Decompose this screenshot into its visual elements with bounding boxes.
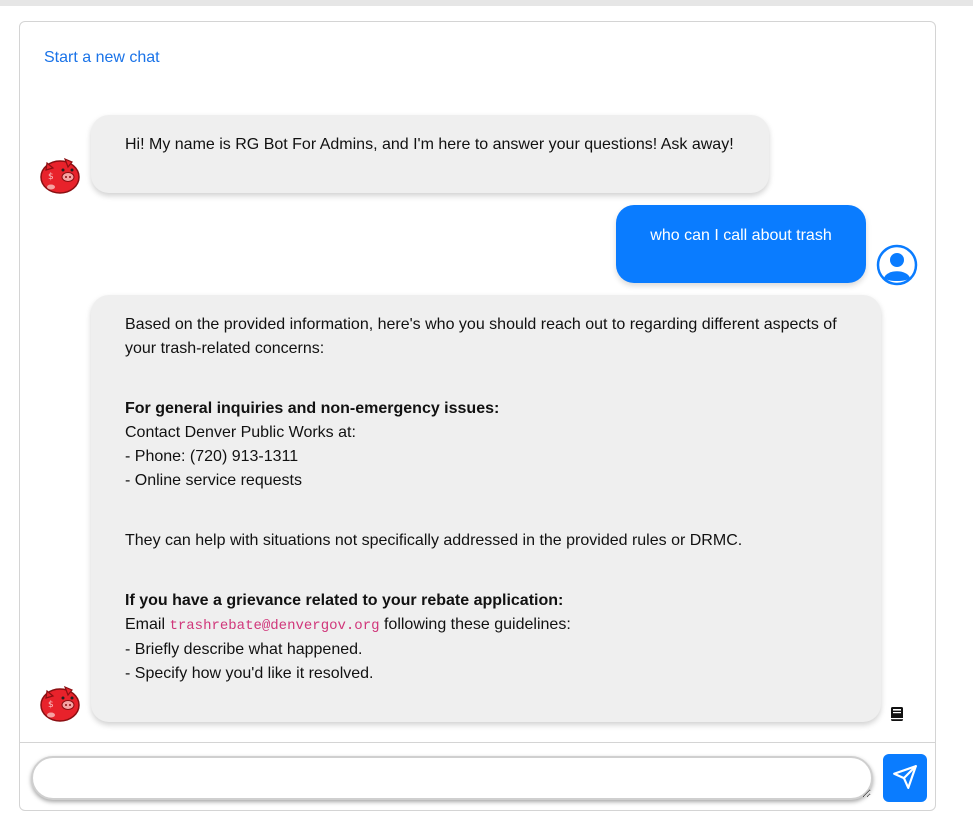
general-phone: - Phone: (720) 913-1311	[125, 448, 299, 465]
chat-input[interactable]	[31, 756, 873, 800]
top-bar	[0, 0, 973, 6]
email-address: trashrebate@denvergov.org	[169, 618, 380, 634]
email-line	[125, 613, 847, 638]
new-chat-link[interactable]: Start a new chat	[44, 49, 160, 66]
grievance-heading: If you have a grievance related to your rebate application:	[125, 592, 564, 609]
bot-greeting-text: Hi! My name is RG Bot For Admins, and I'm here to answer your questions! Ask away!	[125, 136, 734, 153]
paper-plane-icon	[892, 764, 918, 793]
book-icon[interactable]	[888, 705, 906, 723]
email-prefix: Email	[125, 616, 166, 633]
answer-intro: Based on the provided information, here's who you should reach out to regarding different aspects of your trash-related concerns:	[125, 316, 837, 357]
user-question-text: who can I call about trash	[650, 227, 832, 244]
bot-answer-bubble	[91, 295, 881, 722]
guideline-2: - Specify how you'd like it resolved.	[125, 665, 374, 682]
help-note: They can help with situations not specifically addressed in the provided rules or DRMC.	[125, 532, 743, 549]
general-heading: For general inquiries and non-emergency issues:	[125, 400, 500, 417]
email-suffix: following these guidelines:	[383, 616, 571, 633]
svg-text:$: $	[48, 172, 54, 182]
pig-icon	[39, 681, 81, 723]
bot-message-bubble	[91, 115, 769, 193]
send-button[interactable]	[883, 754, 927, 802]
svg-text:$: $	[48, 700, 54, 710]
general-online: - Online service requests	[125, 472, 302, 489]
pig-icon	[39, 153, 81, 195]
guideline-1: - Briefly describe what happened.	[125, 641, 363, 658]
general-contact: Contact Denver Public Works at:	[125, 424, 356, 441]
user-circle-icon	[876, 244, 918, 286]
input-divider	[20, 742, 935, 743]
chat-panel	[19, 21, 936, 811]
user-message-bubble	[616, 205, 866, 283]
